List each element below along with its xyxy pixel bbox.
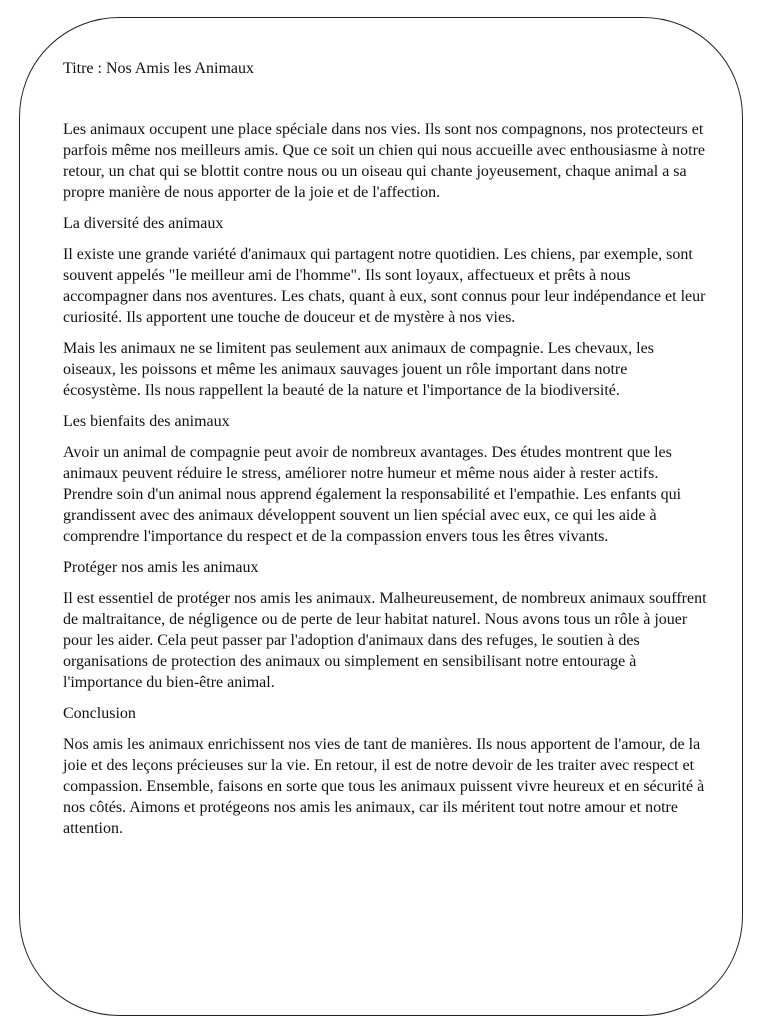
section-paragraph: Nos amis les animaux enrichissent nos vies de tant de manières. Ils nous apportent de l'amour, de la joie et des leçons précieuses sur la vie. En retour, il est de notre devoir de les traiter avec respect et compassion. Ensemble, faisons en sorte que tous les animaux puissent vivre heureux et en sécurité à nos côtés. Aimons et protégeons nos amis les animaux, car ils méritent tout notre amour et notre attention. bbox=[63, 736, 705, 837]
document-title: Titre : Nos Amis les Animaux bbox=[63, 60, 254, 77]
section-protection bbox=[63, 557, 709, 693]
section-paragraph: Mais les animaux ne se limitent pas seulement aux animaux de compagnie. Les chevaux, les oiseaux, les poissons et même les animaux sauvages jouent un rôle important dans notre écosystème. Ils nous rappellent la beauté de la nature et l'importance de la biodiversité. bbox=[63, 340, 654, 399]
section-conclusion bbox=[63, 703, 709, 839]
section-heading: Conclusion bbox=[63, 705, 136, 722]
section-benefits bbox=[63, 411, 709, 547]
section-paragraph: Avoir un animal de compagnie peut avoir de nombreux avantages. Des études montrent que les animaux peuvent réduire le stress, améliorer notre humeur et même nous aider à rester actifs. Prendre soin d'un animal nous apprend également la responsabilité et l'empathie. Les enfants qui grandissent avec des animaux développent souvent un lien spécial avec eux, ce qui les aide à comprendre l'importance du respect et de la compassion envers tous les êtres vivants. bbox=[63, 444, 682, 545]
document-body bbox=[63, 58, 709, 849]
section-heading: Protéger nos amis les animaux bbox=[63, 559, 259, 576]
section-diversity bbox=[63, 213, 709, 401]
section-paragraph: Il est essentiel de protéger nos amis les animaux. Malheureusement, de nombreux animaux souffrent de maltraitance, de négligence ou de perte de leur habitat naturel. Nous avons tous un rôle à jouer pour les aider. Cela peut passer par l'adoption d'animaux dans des refuges, le soutien à des organisations de protection des animaux ou simplement en sensibilisant notre entourage à l'importance du bien-être animal. bbox=[63, 590, 707, 691]
intro-paragraph: Les animaux occupent une place spéciale dans nos vies. Ils sont nos compagnons, nos protecteurs et parfois même nos meilleurs amis. Que ce soit un chien qui nous accueille avec enthousiasme à notre retour, un chat qui se blottit contre nous ou un oiseau qui chante joyeusement, chaque animal a sa propre manière de nous apporter de la joie et de l'affection. bbox=[63, 121, 706, 201]
section-paragraph: Il existe une grande variété d'animaux qui partagent notre quotidien. Les chiens, par exemple, sont souvent appelés "le meilleur ami de l'homme". Ils sont loyaux, affectueux et prêts à nous accompagner dans nos aventures. Les chats, quant à eux, sont connus pour leur indépendance et leur curiosité. Ils apportent une touche de douceur et de mystère à nos vies. bbox=[63, 246, 706, 326]
section-heading: La diversité des animaux bbox=[63, 215, 224, 232]
section-heading: Les bienfaits des animaux bbox=[63, 413, 230, 430]
